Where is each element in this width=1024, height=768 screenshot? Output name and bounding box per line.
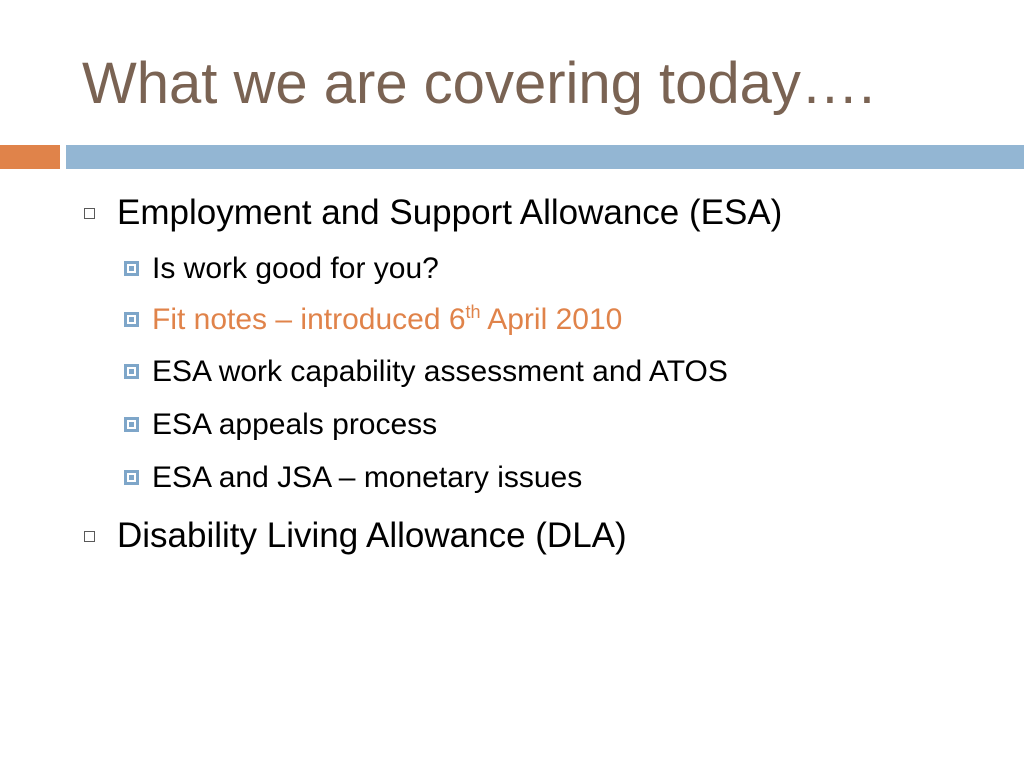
- ordinal-superscript: th: [465, 302, 481, 322]
- square-bullet-icon: [124, 417, 139, 432]
- square-bullet-icon: [124, 364, 139, 379]
- hollow-square-bullet-icon: [84, 208, 95, 219]
- slide-title: What we are covering today….: [82, 51, 876, 116]
- list-item-text: Is work good for you?: [152, 252, 439, 285]
- list-item-text: [152, 302, 622, 338]
- list-item-text-date: April 2010: [480, 303, 623, 336]
- list-item-text: Employment and Support Allowance (ESA): [117, 193, 783, 232]
- hollow-square-bullet-icon: [84, 531, 95, 542]
- square-bullet-icon: [124, 470, 139, 485]
- list-item-text-main: Fit notes – introduced 6: [152, 303, 466, 336]
- square-bullet-icon: [124, 261, 139, 276]
- list-item-text: Disability Living Allowance (DLA): [117, 516, 627, 555]
- list-item-text: ESA appeals process: [152, 408, 438, 441]
- square-bullet-icon: [124, 312, 139, 327]
- list-item-text: ESA work capability assessment and ATOS: [152, 355, 728, 388]
- list-item-text: ESA and JSA – monetary issues: [152, 461, 583, 494]
